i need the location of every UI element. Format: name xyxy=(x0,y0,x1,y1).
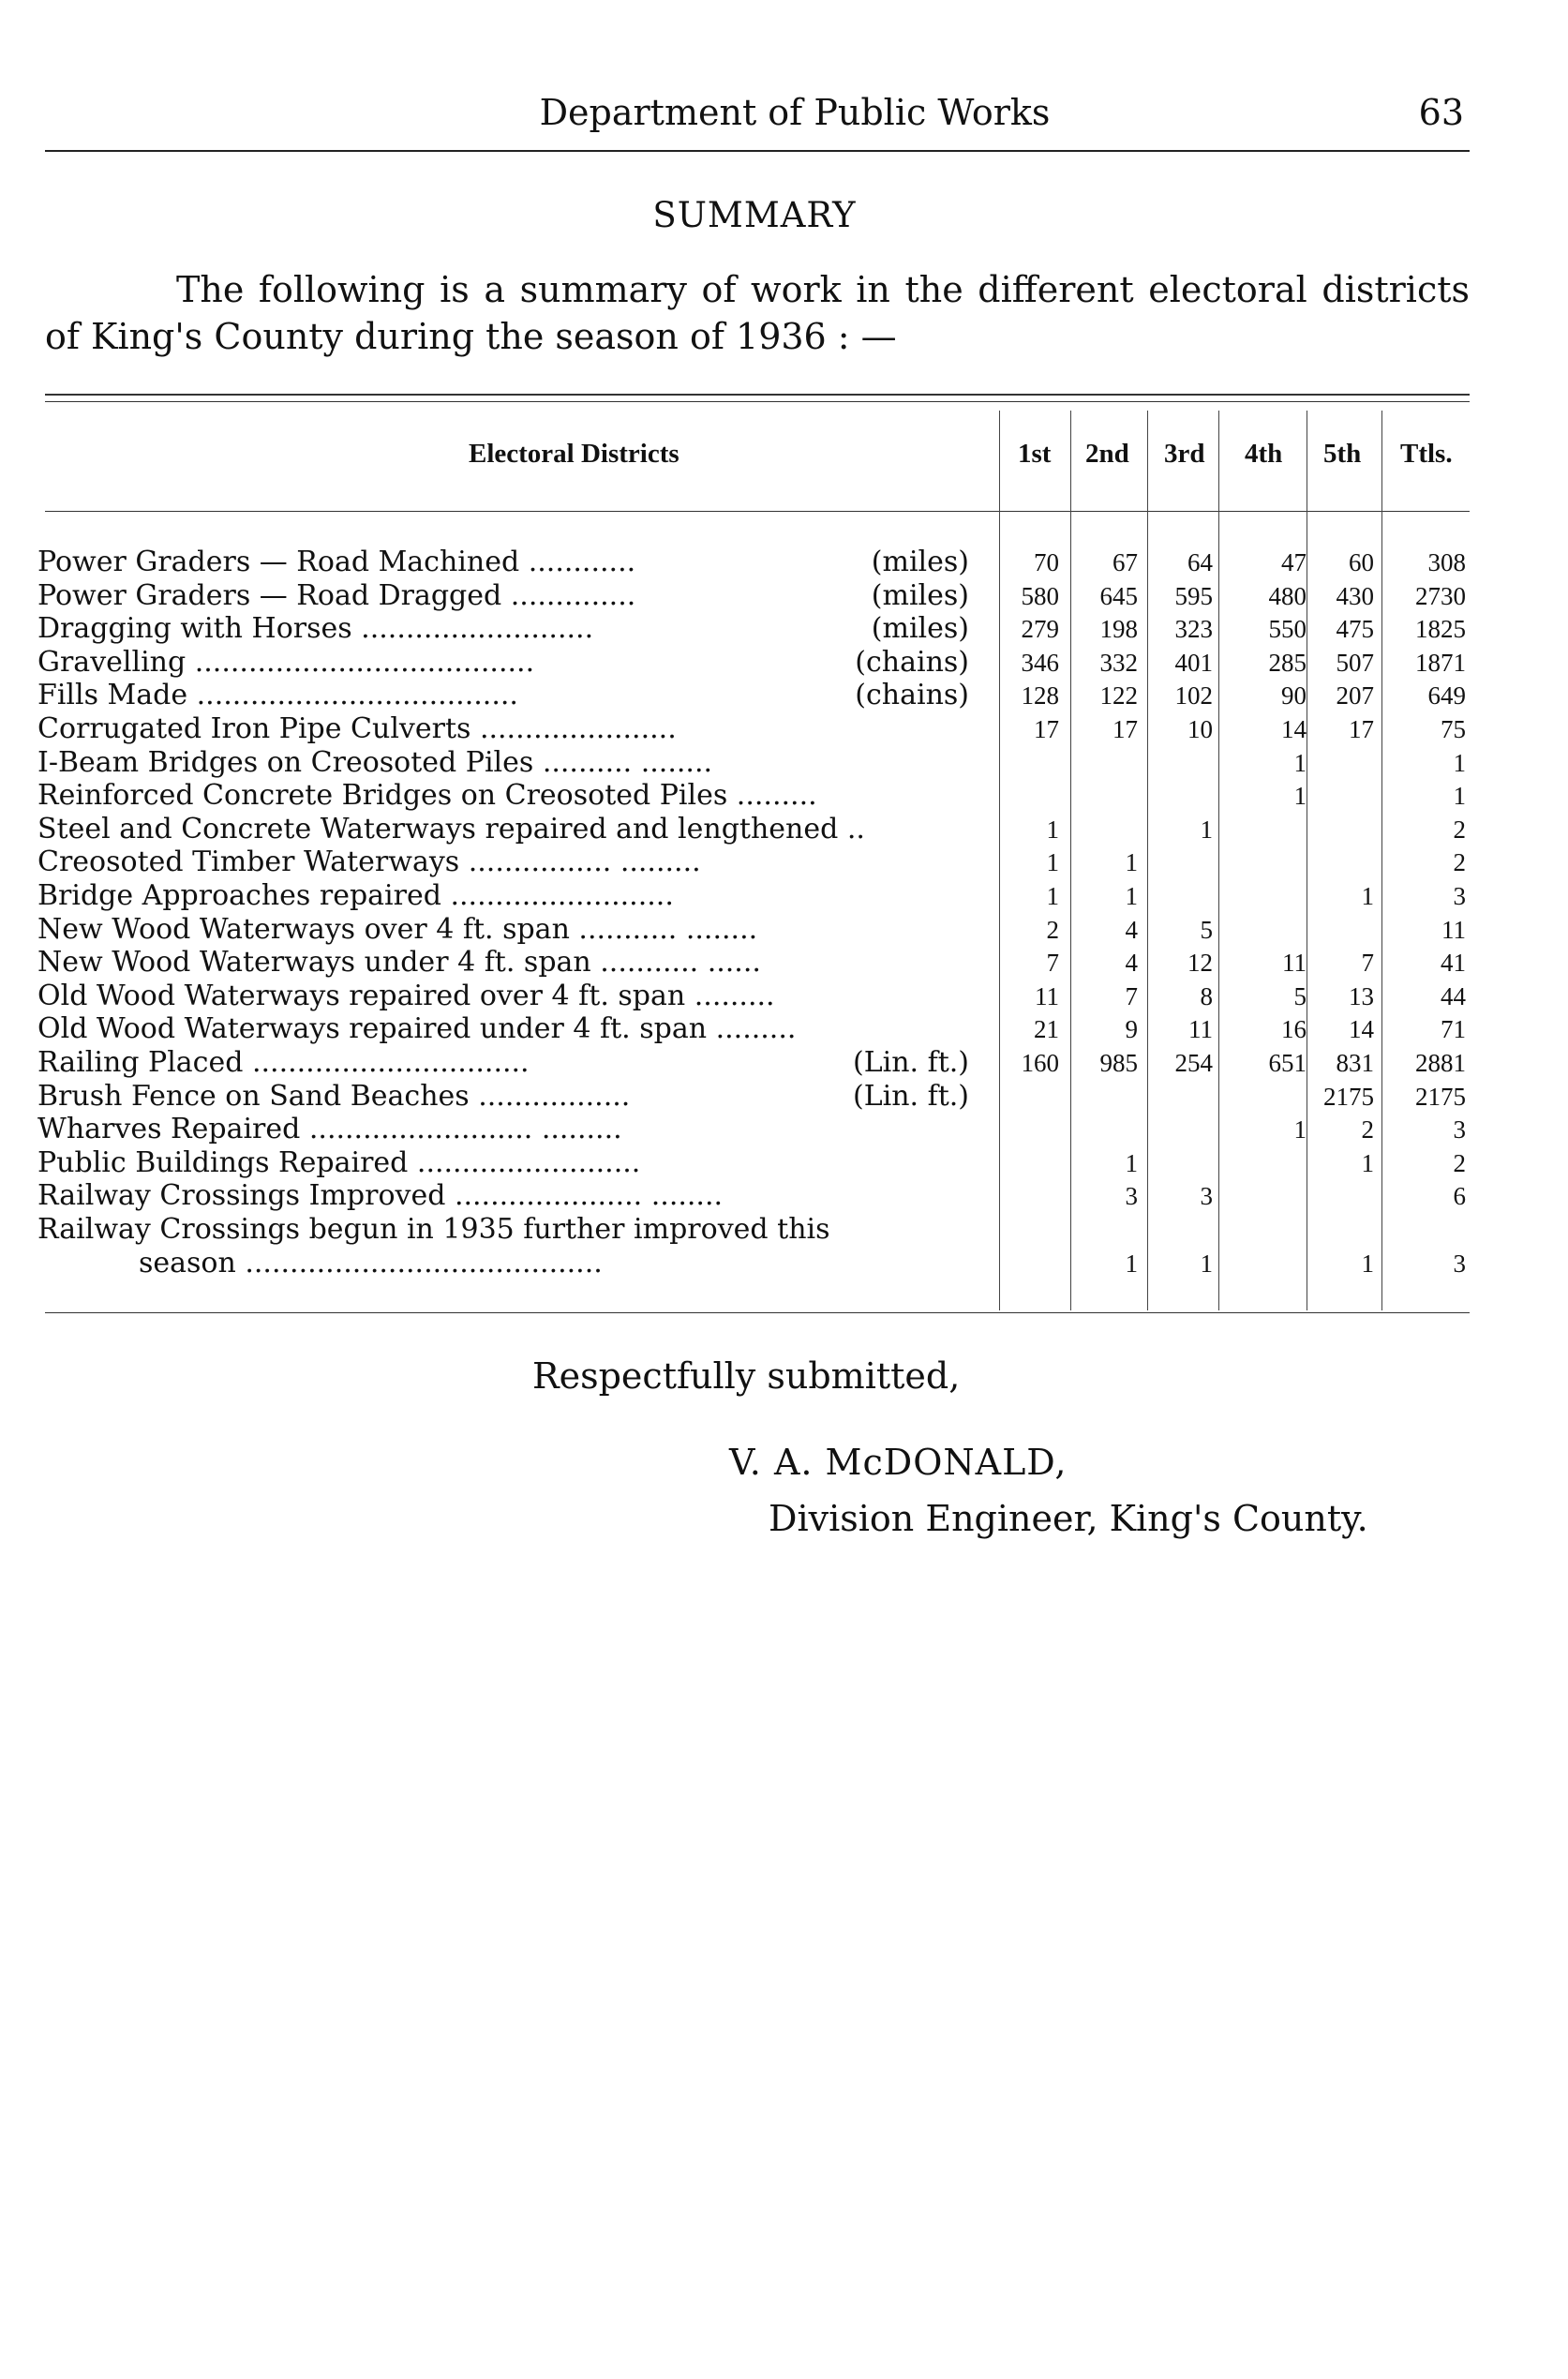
table-row xyxy=(0,546,1568,579)
row-label-text: New Wood Waterways over 4 ft. span ........... ........ xyxy=(37,913,758,946)
cell-total: 11 xyxy=(1441,916,1466,944)
row-label-text: Railing Placed ............................... xyxy=(37,1046,530,1079)
cell-district-5: 831 xyxy=(1336,1049,1374,1077)
cell-district-2: 3 xyxy=(1125,1182,1138,1210)
cell-district-4: 651 xyxy=(1268,1049,1307,1077)
row-label xyxy=(37,813,984,846)
table-row xyxy=(0,845,1568,879)
signer-title: Division Engineer, King's County. xyxy=(769,1498,1368,1539)
cell-district-5: 1 xyxy=(1361,1149,1374,1177)
cell-total: 649 xyxy=(1427,681,1466,710)
cell-district-5: 17 xyxy=(1349,715,1374,743)
header-rule xyxy=(45,150,1470,152)
table-row xyxy=(0,746,1568,780)
cell-district-1: 17 xyxy=(1034,715,1059,743)
column-header-5th: 5th xyxy=(1323,439,1362,469)
row-label xyxy=(37,1012,984,1046)
cell-district-3: 8 xyxy=(1200,982,1213,1010)
row-label-text: Fills Made .................................... xyxy=(37,679,518,711)
cell-district-3: 3 xyxy=(1200,1182,1213,1210)
row-label-text: Old Wood Waterways repaired under 4 ft. span ......... xyxy=(37,1012,797,1045)
cell-district-5: 14 xyxy=(1349,1015,1374,1043)
cell-district-2: 7 xyxy=(1125,982,1138,1010)
row-label-text: Power Graders — Road Machined ............ xyxy=(37,546,636,578)
row-label xyxy=(37,913,984,947)
cell-district-3: 254 xyxy=(1174,1049,1213,1077)
row-label xyxy=(37,1247,1085,1280)
row-label-text: Gravelling ...................................... xyxy=(37,646,535,679)
cell-total: 2 xyxy=(1453,815,1466,844)
running-title: Department of Public Works xyxy=(539,92,1051,133)
cell-district-3: 10 xyxy=(1187,715,1213,743)
cell-district-3: 1 xyxy=(1200,815,1213,844)
cell-district-1: 7 xyxy=(1046,949,1059,977)
cell-district-2: 1 xyxy=(1125,1249,1138,1278)
cell-district-2: 985 xyxy=(1099,1049,1138,1077)
row-label-text: Power Graders — Road Dragged .............. xyxy=(37,579,636,612)
table-bottom-rule xyxy=(45,1312,1470,1313)
table-row xyxy=(0,1113,1568,1146)
cell-total: 2 xyxy=(1453,848,1466,876)
row-label-text: Brush Fence on Sand Beaches ................. xyxy=(37,1080,631,1113)
table-row xyxy=(0,946,1568,980)
cell-district-4: 47 xyxy=(1281,548,1307,576)
cell-district-1: 1 xyxy=(1046,882,1059,910)
cell-district-1: 346 xyxy=(1021,649,1059,677)
row-label-text: Reinforced Concrete Bridges on Creosoted Piles ......... xyxy=(37,779,817,812)
table-row xyxy=(0,1046,1568,1080)
cell-district-3: 5 xyxy=(1200,916,1213,944)
cell-district-4: 90 xyxy=(1281,681,1307,710)
table-top-rule-thin xyxy=(45,401,1470,402)
cell-total: 1825 xyxy=(1415,615,1466,643)
cell-total: 308 xyxy=(1427,548,1466,576)
cell-district-2: 67 xyxy=(1113,548,1138,576)
row-label xyxy=(37,679,984,712)
cell-district-3: 595 xyxy=(1174,582,1213,610)
cell-total: 1 xyxy=(1453,782,1466,810)
row-label xyxy=(37,546,984,579)
cell-district-2: 1 xyxy=(1125,848,1138,876)
cell-district-1: 70 xyxy=(1034,548,1059,576)
column-header-1st: 1st xyxy=(1018,439,1052,469)
cell-total: 2175 xyxy=(1415,1083,1466,1111)
table-row xyxy=(0,1247,1568,1280)
cell-total: 1 xyxy=(1453,749,1466,777)
cell-district-2: 1 xyxy=(1125,1149,1138,1177)
row-unit: (miles) xyxy=(871,612,969,645)
table-row xyxy=(0,813,1568,846)
cell-district-5: 475 xyxy=(1336,615,1374,643)
row-label-text: season ........................................ xyxy=(139,1247,603,1279)
table-row xyxy=(0,712,1568,746)
cell-total: 2 xyxy=(1453,1149,1466,1177)
row-label xyxy=(37,946,984,980)
cell-district-3: 102 xyxy=(1174,681,1213,710)
cell-district-4: 1 xyxy=(1293,749,1307,777)
table-row xyxy=(0,579,1568,613)
row-label xyxy=(37,1146,984,1180)
cell-district-5: 1 xyxy=(1361,882,1374,910)
row-label xyxy=(37,980,984,1013)
table-top-rule xyxy=(45,394,1470,396)
cell-district-1: 2 xyxy=(1046,916,1059,944)
row-label xyxy=(37,746,984,780)
column-header-totals: Ttls. xyxy=(1400,439,1453,469)
cell-district-3: 64 xyxy=(1187,548,1213,576)
cell-district-4: 1 xyxy=(1293,1115,1307,1144)
cell-total: 71 xyxy=(1441,1015,1466,1043)
row-unit: (miles) xyxy=(871,579,969,612)
row-unit: (chains) xyxy=(855,679,969,711)
column-header-3rd: 3rd xyxy=(1164,439,1205,469)
cell-district-5: 1 xyxy=(1361,1249,1374,1278)
row-label xyxy=(37,1113,984,1146)
cell-district-3: 323 xyxy=(1174,615,1213,643)
cell-district-4: 11 xyxy=(1282,949,1307,977)
table-row xyxy=(0,980,1568,1013)
row-label xyxy=(37,779,984,813)
row-label xyxy=(37,879,984,913)
cell-district-4: 1 xyxy=(1293,782,1307,810)
row-label xyxy=(37,1213,984,1247)
row-unit: (chains) xyxy=(855,646,969,679)
column-header-districts: Electoral Districts xyxy=(469,439,679,469)
cell-total: 41 xyxy=(1441,949,1466,977)
row-label xyxy=(37,1080,984,1114)
table-row xyxy=(0,913,1568,947)
row-label-text: I-Beam Bridges on Creosoted Piles .......... ........ xyxy=(37,746,713,779)
cell-district-5: 7 xyxy=(1361,949,1374,977)
table-row xyxy=(0,612,1568,646)
row-label-text: Corrugated Iron Pipe Culverts ...................... xyxy=(37,712,677,745)
table-row xyxy=(0,1080,1568,1114)
cell-total: 1871 xyxy=(1415,649,1466,677)
cell-district-5: 207 xyxy=(1336,681,1374,710)
intro-text: The following is a summary of work in the different electoral districts of King's County during the season of 1936 : — xyxy=(45,269,1470,357)
table-row xyxy=(0,1146,1568,1180)
cell-total: 2881 xyxy=(1415,1049,1466,1077)
cell-district-2: 332 xyxy=(1099,649,1138,677)
table-row xyxy=(0,679,1568,712)
cell-district-2: 9 xyxy=(1125,1015,1138,1043)
column-header-2nd: 2nd xyxy=(1085,439,1129,469)
cell-district-3: 1 xyxy=(1200,1249,1213,1278)
signer-name: V. A. McDONALD, xyxy=(729,1442,1068,1483)
cell-district-2: 122 xyxy=(1099,681,1138,710)
page-header xyxy=(45,86,1470,142)
cell-district-5: 430 xyxy=(1336,582,1374,610)
row-label-text: New Wood Waterways under 4 ft. span ........... ...... xyxy=(37,946,761,979)
row-unit: (Lin. ft.) xyxy=(852,1046,969,1079)
cell-district-5: 2175 xyxy=(1323,1083,1374,1111)
cell-district-5: 507 xyxy=(1336,649,1374,677)
table-header-rule xyxy=(45,511,1470,512)
row-label xyxy=(37,646,984,680)
row-label-text: Wharves Repaired ......................... ......... xyxy=(37,1113,622,1145)
table-row xyxy=(0,1213,1568,1247)
cell-district-1: 1 xyxy=(1046,815,1059,844)
cell-district-4: 480 xyxy=(1268,582,1307,610)
page-number: 63 xyxy=(1418,92,1464,133)
row-label xyxy=(37,712,984,746)
cell-district-2: 198 xyxy=(1099,615,1138,643)
cell-district-1: 160 xyxy=(1021,1049,1059,1077)
cell-district-1: 580 xyxy=(1021,582,1059,610)
intro-paragraph xyxy=(45,266,1470,360)
cell-district-4: 285 xyxy=(1268,649,1307,677)
row-label-text: Railway Crossings begun in 1935 further improved this xyxy=(37,1213,830,1246)
table-row xyxy=(0,1012,1568,1046)
table-row xyxy=(0,779,1568,813)
closing-line: Respectfully submitted, xyxy=(532,1355,961,1397)
cell-district-1: 1 xyxy=(1046,848,1059,876)
cell-district-4: 14 xyxy=(1281,715,1307,743)
cell-district-2: 4 xyxy=(1125,949,1138,977)
cell-total: 3 xyxy=(1453,882,1466,910)
row-label xyxy=(37,1046,984,1080)
table-row xyxy=(0,646,1568,680)
cell-district-1: 279 xyxy=(1021,615,1059,643)
cell-total: 3 xyxy=(1453,1249,1466,1278)
row-label-text: Bridge Approaches repaired ......................... xyxy=(37,879,674,912)
cell-district-1: 128 xyxy=(1021,681,1059,710)
cell-district-4: 5 xyxy=(1293,982,1307,1010)
cell-district-3: 11 xyxy=(1188,1015,1213,1043)
cell-district-2: 17 xyxy=(1113,715,1138,743)
cell-total: 2730 xyxy=(1415,582,1466,610)
row-label-text: Public Buildings Repaired ......................... xyxy=(37,1146,641,1179)
row-label-text: Old Wood Waterways repaired over 4 ft. span ......... xyxy=(37,980,775,1012)
row-label-text: Steel and Concrete Waterways repaired and lengthened .. xyxy=(37,813,865,845)
row-label-text: Creosoted Timber Waterways ................ ......... xyxy=(37,845,701,878)
cell-total: 75 xyxy=(1441,715,1466,743)
row-label xyxy=(37,845,984,879)
row-label xyxy=(37,1179,984,1213)
row-label-text: Dragging with Horses .......................... xyxy=(37,612,594,645)
cell-district-4: 16 xyxy=(1281,1015,1307,1043)
table-row xyxy=(0,879,1568,913)
cell-district-2: 4 xyxy=(1125,916,1138,944)
cell-district-3: 401 xyxy=(1174,649,1213,677)
cell-district-1: 21 xyxy=(1034,1015,1059,1043)
cell-total: 44 xyxy=(1441,982,1466,1010)
section-title: SUMMARY xyxy=(652,195,857,235)
row-label xyxy=(37,612,984,646)
cell-district-4: 550 xyxy=(1268,615,1307,643)
table-row xyxy=(0,1179,1568,1213)
cell-district-5: 60 xyxy=(1349,548,1374,576)
row-label xyxy=(37,579,984,613)
cell-district-5: 2 xyxy=(1361,1115,1374,1144)
cell-district-3: 12 xyxy=(1187,949,1213,977)
row-unit: (miles) xyxy=(871,546,969,578)
cell-district-2: 1 xyxy=(1125,882,1138,910)
row-unit: (Lin. ft.) xyxy=(852,1080,969,1113)
cell-total: 3 xyxy=(1453,1115,1466,1144)
cell-district-5: 13 xyxy=(1349,982,1374,1010)
cell-total: 6 xyxy=(1453,1182,1466,1210)
row-label-text: Railway Crossings Improved ..................... ........ xyxy=(37,1179,724,1212)
cell-district-1: 11 xyxy=(1035,982,1059,1010)
cell-district-2: 645 xyxy=(1099,582,1138,610)
column-header-4th: 4th xyxy=(1245,439,1283,469)
